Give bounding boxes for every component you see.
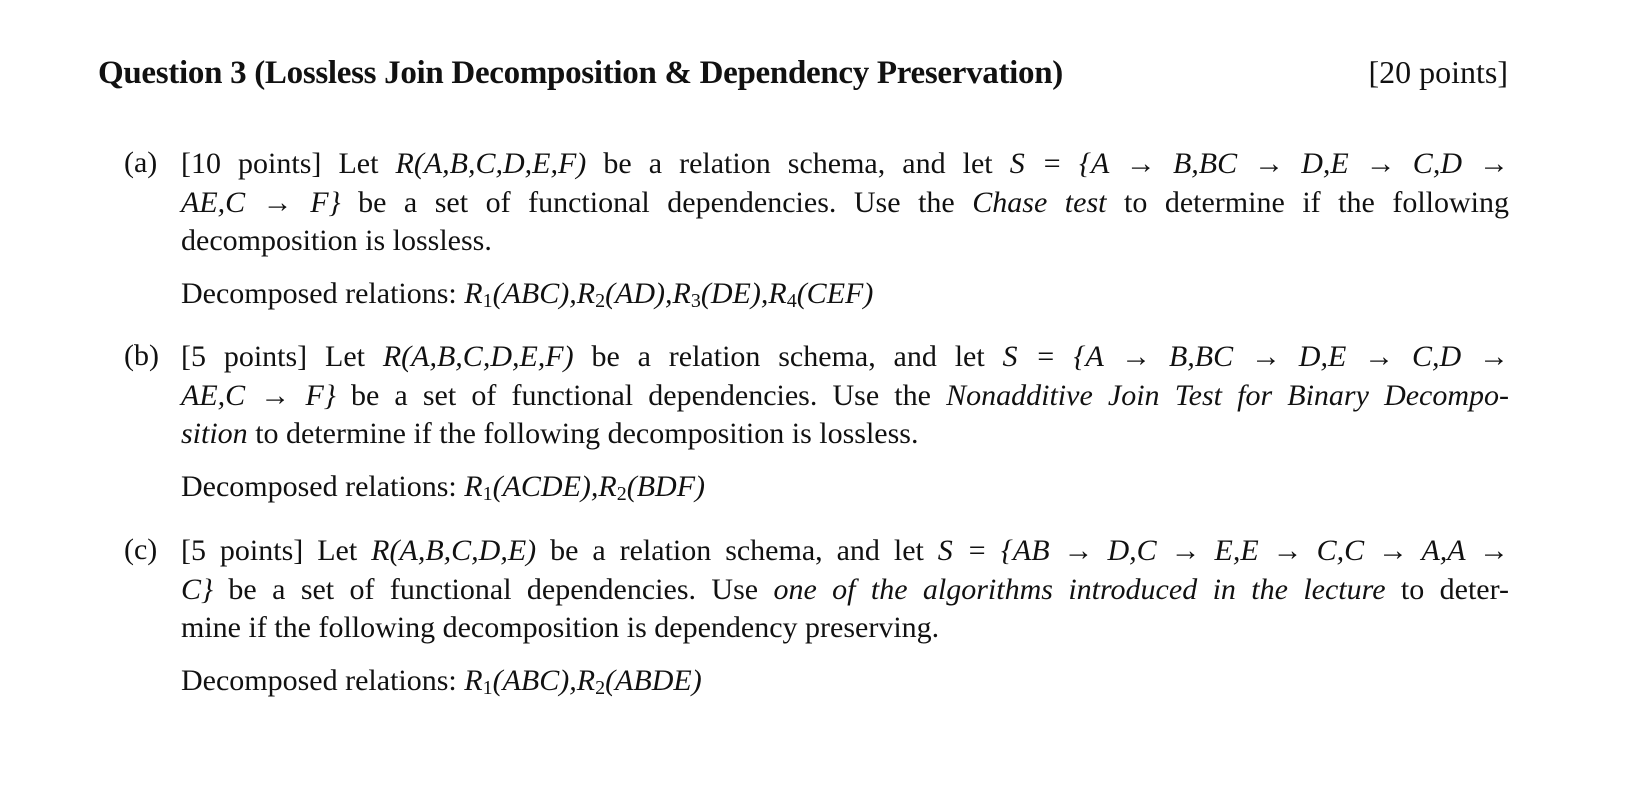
part-c-line-2: C} be a set of functional dependencies. Use one of the algorithms introduced in the lecture to deter-: [181, 573, 1509, 606]
method-name: one of the algorithms introduced in the lecture: [773, 573, 1386, 606]
part-a-line-1: [10 points] Let R(A,B,C,D,E,F) be a relation schema, and let S = {A → B,BC → D,E → C,D →: [181, 147, 1510, 180]
part-b-line-2: AE,C → F} be a set of functional dependencies. Use the Nonadditive Join Test for Binary Decompo-: [181, 379, 1510, 412]
part-c-label: (c): [124, 533, 158, 566]
relation-list: $R_1(ABC),R_2(ABDE)$: [464, 664, 702, 699]
part-a-line-2: AE,C → F} be a set of functional dependencies. Use the Chase test to determine if the following: [181, 186, 1510, 219]
method-name: Chase test: [972, 186, 1107, 219]
question-points: [20 points]: [1368, 54, 1508, 90]
method-name: Nonadditive Join Test for Binary Decompo-: [946, 379, 1510, 412]
question-title: Question 3 (Lossless Join Decomposition & Dependency Preservation): [98, 55, 1063, 91]
part-b-decomposition: Decomposed relations: $R_1(ACDE),R_2(BDF)$: [181, 470, 706, 505]
part-c-line-1: [5 points] Let R(A,B,C,D,E) be a relation schema, and let S = {AB → D,C → E,E → C,C → A,A →: [181, 534, 1510, 567]
part-c-decomposition: Decomposed relations: $R_1(ABC),R_2(ABDE)$: [181, 664, 702, 699]
question-heading: [98, 54, 1508, 92]
relation-list: $R_1(ACDE),R_2(BDF)$: [464, 470, 706, 505]
relation-list: $R_1(ABC),R_2(AD),R_3(DE),R_4(CEF)$: [464, 277, 874, 312]
part-b-label: (b): [124, 339, 159, 372]
part-b-line-3: sition to determine if the following decomposition is lossless.: [181, 417, 919, 450]
part-b-line-1: [5 points] Let R(A,B,C,D,E,F) be a relation schema, and let S = {A → B,BC → D,E → C,D →: [181, 340, 1509, 373]
part-a-label: (a): [124, 146, 158, 179]
part-a-decomposition: Decomposed relations: $R_1(ABC),R_2(AD),R_3(DE),R_4(CEF)$: [181, 277, 874, 312]
part-c-line-3: mine if the following decomposition is dependency preserving.: [181, 611, 940, 644]
part-a-line-3: decomposition is lossless.: [181, 224, 492, 257]
